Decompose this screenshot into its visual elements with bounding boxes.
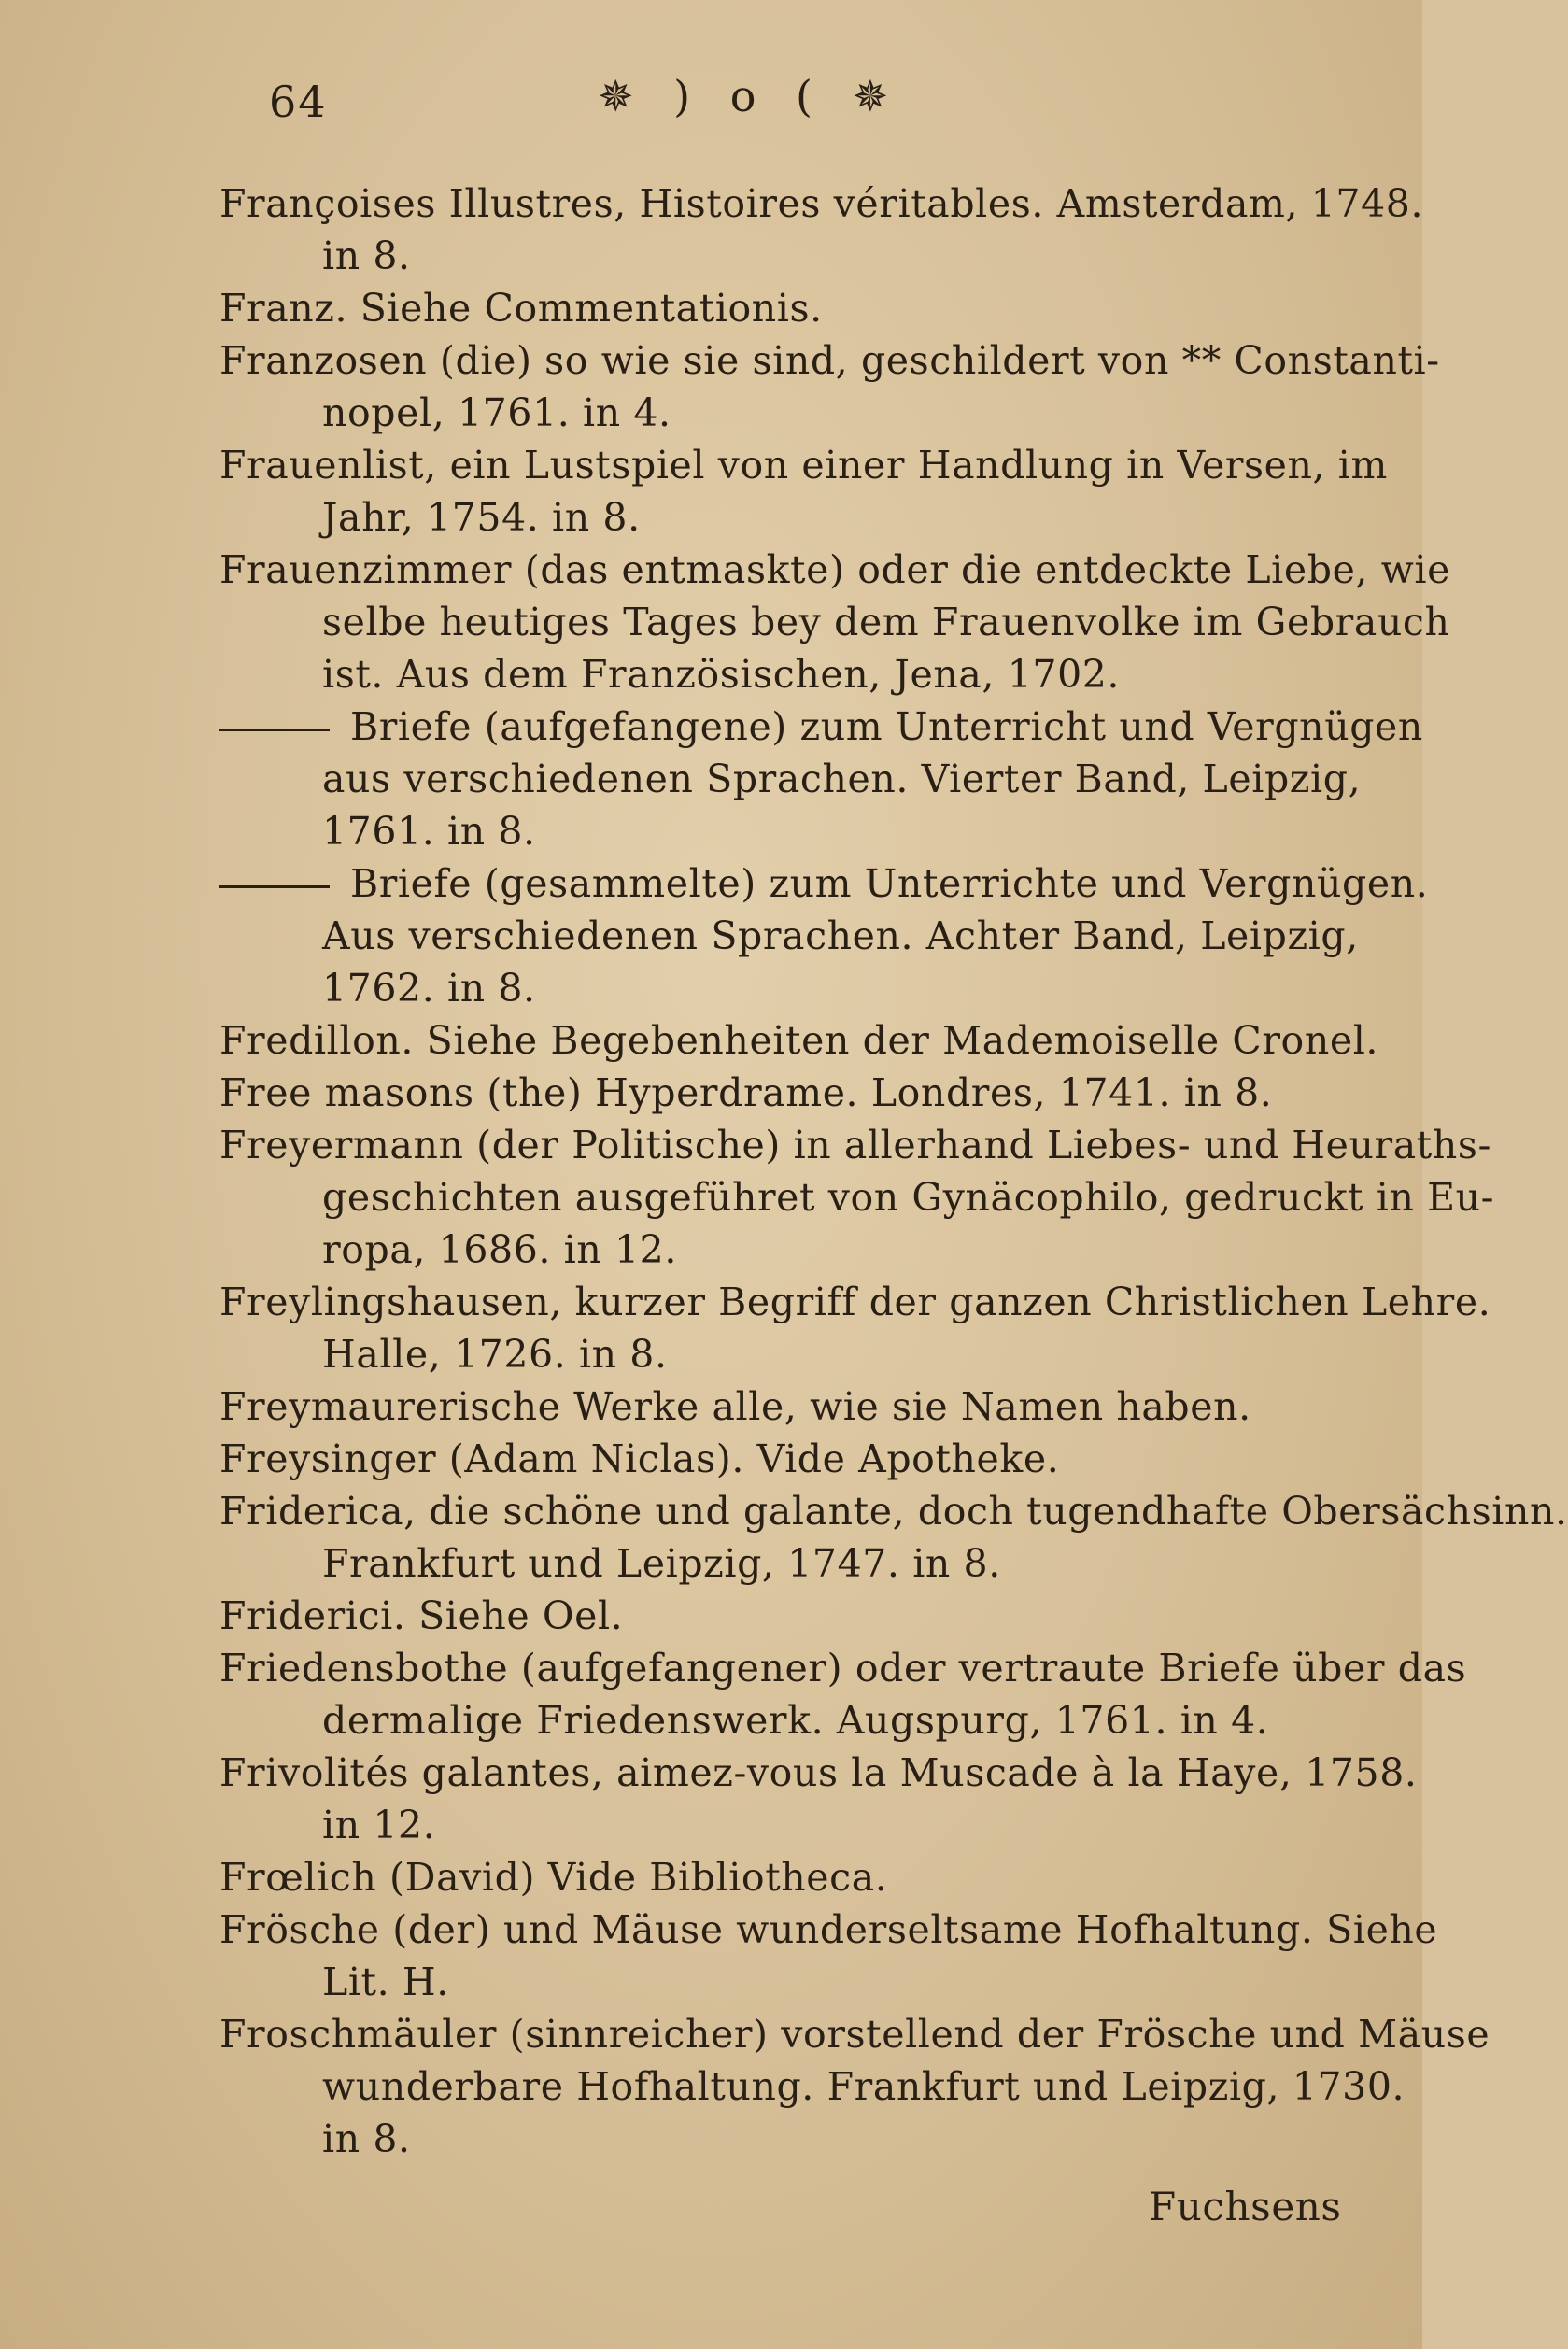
catalogue-entry xyxy=(0,1276,1491,1380)
entry-text: Frankfurt und Leipzig, 1747. in 8. xyxy=(322,1541,1001,1586)
entry-headline xyxy=(0,1433,1422,1485)
entry-headline xyxy=(0,544,1450,596)
ditto-dash xyxy=(219,885,330,888)
ditto-dash xyxy=(219,729,330,731)
catalogue-entry xyxy=(0,1747,1422,1851)
entry-text: Briefe (gesammelte) zum Unterrichte und Vergnügen. xyxy=(350,861,1429,906)
entry-continuation xyxy=(0,596,1450,648)
entry-headline xyxy=(0,1380,1422,1433)
entry-text: 1761. in 8. xyxy=(322,809,536,854)
entry-text: Freyermann (der Politische) in allerhand Liebes- und Heuraths- xyxy=(219,1123,1491,1167)
entry-text: nopel, 1761. in 4. xyxy=(322,390,671,435)
entry-headline xyxy=(0,1590,1422,1642)
catalogue-entry xyxy=(0,1380,1422,1433)
entry-headline xyxy=(0,1642,1467,1694)
catalogue-entry xyxy=(0,1851,1422,1903)
entry-headline xyxy=(0,2008,1490,2060)
entry-text: aus verschiedenen Sprachen. Vierter Band, Leipzig, xyxy=(322,757,1362,801)
entry-text: Frauenlist, ein Lustspiel von einer Handlung in Versen, im xyxy=(219,443,1388,488)
entry-text: Frivolités galantes, aimez-vous la Muscade à la Haye, 1758. xyxy=(219,1750,1418,1795)
entry-text: in 8. xyxy=(322,233,411,278)
page-header xyxy=(0,65,1422,140)
entry-text: Freysinger (Adam Niclas). Vide Apotheke. xyxy=(219,1436,1060,1481)
catalogue-entry xyxy=(0,1642,1467,1747)
entry-text: Friedensbothe (aufgefangener) oder vertraute Briefe über das xyxy=(219,1646,1467,1691)
entry-text: selbe heutiges Tages bey dem Frauenvolke im Gebrauch xyxy=(322,600,1450,644)
entry-headline xyxy=(0,1903,1438,1956)
catalogue-entry xyxy=(0,1119,1495,1276)
entry-continuation xyxy=(0,1328,1422,1380)
catalogue-entry xyxy=(0,1067,1422,1119)
entry-continuation xyxy=(0,230,1422,282)
entry-headline xyxy=(0,1276,1491,1328)
catalogue-entry xyxy=(0,1485,1568,1590)
entry-text: Fredillon. Siehe Begebenheiten der Mademoiselle Cronel. xyxy=(219,1018,1379,1063)
catalogue-entries xyxy=(0,177,1568,2165)
entry-headline xyxy=(0,177,1422,230)
catalogue-entry xyxy=(0,282,1422,334)
entry-continuation xyxy=(0,1224,1422,1276)
entry-headline xyxy=(0,700,1422,753)
catalogue-entry xyxy=(0,1014,1422,1067)
entry-continuation xyxy=(0,805,1422,857)
entry-headline xyxy=(0,334,1440,387)
entry-text: Free masons (the) Hyperdrame. Londres, 1741. in 8. xyxy=(219,1070,1273,1115)
entry-text: Françoises Illustres, Histoires véritables. Amsterdam, 1748. xyxy=(219,181,1424,226)
entry-continuation xyxy=(0,387,1422,439)
entry-text: Briefe (aufgefangene) zum Unterricht und Vergnügen xyxy=(350,704,1423,749)
entry-text: ist. Aus dem Französischen, Jena, 1702. xyxy=(322,652,1121,697)
entry-text: geschichten ausgeführet von Gynäcophilo, gedruckt in Eu- xyxy=(322,1175,1495,1220)
catalogue-entry xyxy=(0,1433,1422,1485)
entry-text: in 8. xyxy=(322,2116,411,2161)
entry-text: dermalige Friedenswerk. Augspurg, 1761. in 4. xyxy=(322,1698,1269,1743)
entry-continuation xyxy=(0,2060,1422,2113)
entry-text: Frauenzimmer (das entmaskte) oder die entdeckte Liebe, wie xyxy=(219,547,1450,592)
catalogue-entry xyxy=(0,1590,1422,1642)
catalogue-entry xyxy=(0,334,1440,439)
header-ornament: ✵ ) o ( ✵ xyxy=(598,71,902,121)
catalogue-entry xyxy=(0,177,1422,282)
page-number: 64 xyxy=(269,77,328,127)
entry-headline xyxy=(0,1851,1422,1903)
entry-headline xyxy=(0,439,1422,491)
catchword: Fuchsens xyxy=(1149,2184,1342,2229)
entry-continuation xyxy=(0,910,1422,962)
entry-headline xyxy=(0,1067,1422,1119)
entry-text: Freylingshausen, kurzer Begriff der ganzen Christlichen Lehre. xyxy=(219,1280,1491,1324)
entry-text: Freymaurerische Werke alle, wie sie Namen haben. xyxy=(219,1384,1251,1429)
entry-text: Friderica, die schöne und galante, doch tugendhafte Obersächsinn. xyxy=(219,1489,1568,1534)
catalogue-entry xyxy=(0,857,1429,1014)
entry-headline xyxy=(0,1014,1422,1067)
entry-text: Friderici. Siehe Oel. xyxy=(219,1593,624,1638)
entry-continuation xyxy=(0,1171,1495,1224)
entry-continuation xyxy=(0,1799,1422,1851)
entry-text: 1762. in 8. xyxy=(322,966,536,1011)
catalogue-entry xyxy=(0,700,1422,857)
entry-continuation xyxy=(0,1694,1422,1747)
catalogue-entry xyxy=(0,1903,1438,2008)
entry-text: Frœlich (David) Vide Bibliotheca. xyxy=(219,1855,888,1900)
entry-continuation xyxy=(0,962,1422,1014)
entry-continuation xyxy=(0,753,1422,805)
entry-text: wunderbare Hofhaltung. Frankfurt und Leipzig, 1730. xyxy=(322,2064,1406,2109)
entry-headline xyxy=(0,857,1429,910)
entry-continuation xyxy=(0,2113,1422,2165)
entry-text: ropa, 1686. in 12. xyxy=(322,1227,678,1272)
entry-text: Froschmäuler (sinnreicher) vorstellend der Frösche und Mäuse xyxy=(219,2012,1490,2057)
catalogue-entry xyxy=(0,2008,1490,2165)
entry-continuation xyxy=(0,648,1422,700)
entry-text: Aus verschiedenen Sprachen. Achter Band, Leipzig, xyxy=(322,913,1359,958)
entry-text: Jahr, 1754. in 8. xyxy=(322,495,641,540)
entry-continuation xyxy=(0,1956,1422,2008)
entry-headline xyxy=(0,1485,1568,1537)
entry-continuation xyxy=(0,491,1422,544)
catalogue-entry xyxy=(0,544,1450,700)
entry-text: Lit. H. xyxy=(322,1960,449,2004)
entry-headline xyxy=(0,282,1422,334)
entry-text: Frösche (der) und Mäuse wunderseltsame Hofhaltung. Siehe xyxy=(219,1907,1438,1952)
entry-text: Franzosen (die) so wie sie sind, geschildert von ** Constanti- xyxy=(219,338,1440,383)
entry-text: Franz. Siehe Commentationis. xyxy=(219,286,823,331)
entry-text: in 12. xyxy=(322,1803,436,1847)
entry-continuation xyxy=(0,1537,1422,1590)
entry-headline xyxy=(0,1119,1491,1171)
entry-headline xyxy=(0,1747,1422,1799)
entry-text: Halle, 1726. in 8. xyxy=(322,1332,668,1377)
catalogue-entry xyxy=(0,439,1422,544)
